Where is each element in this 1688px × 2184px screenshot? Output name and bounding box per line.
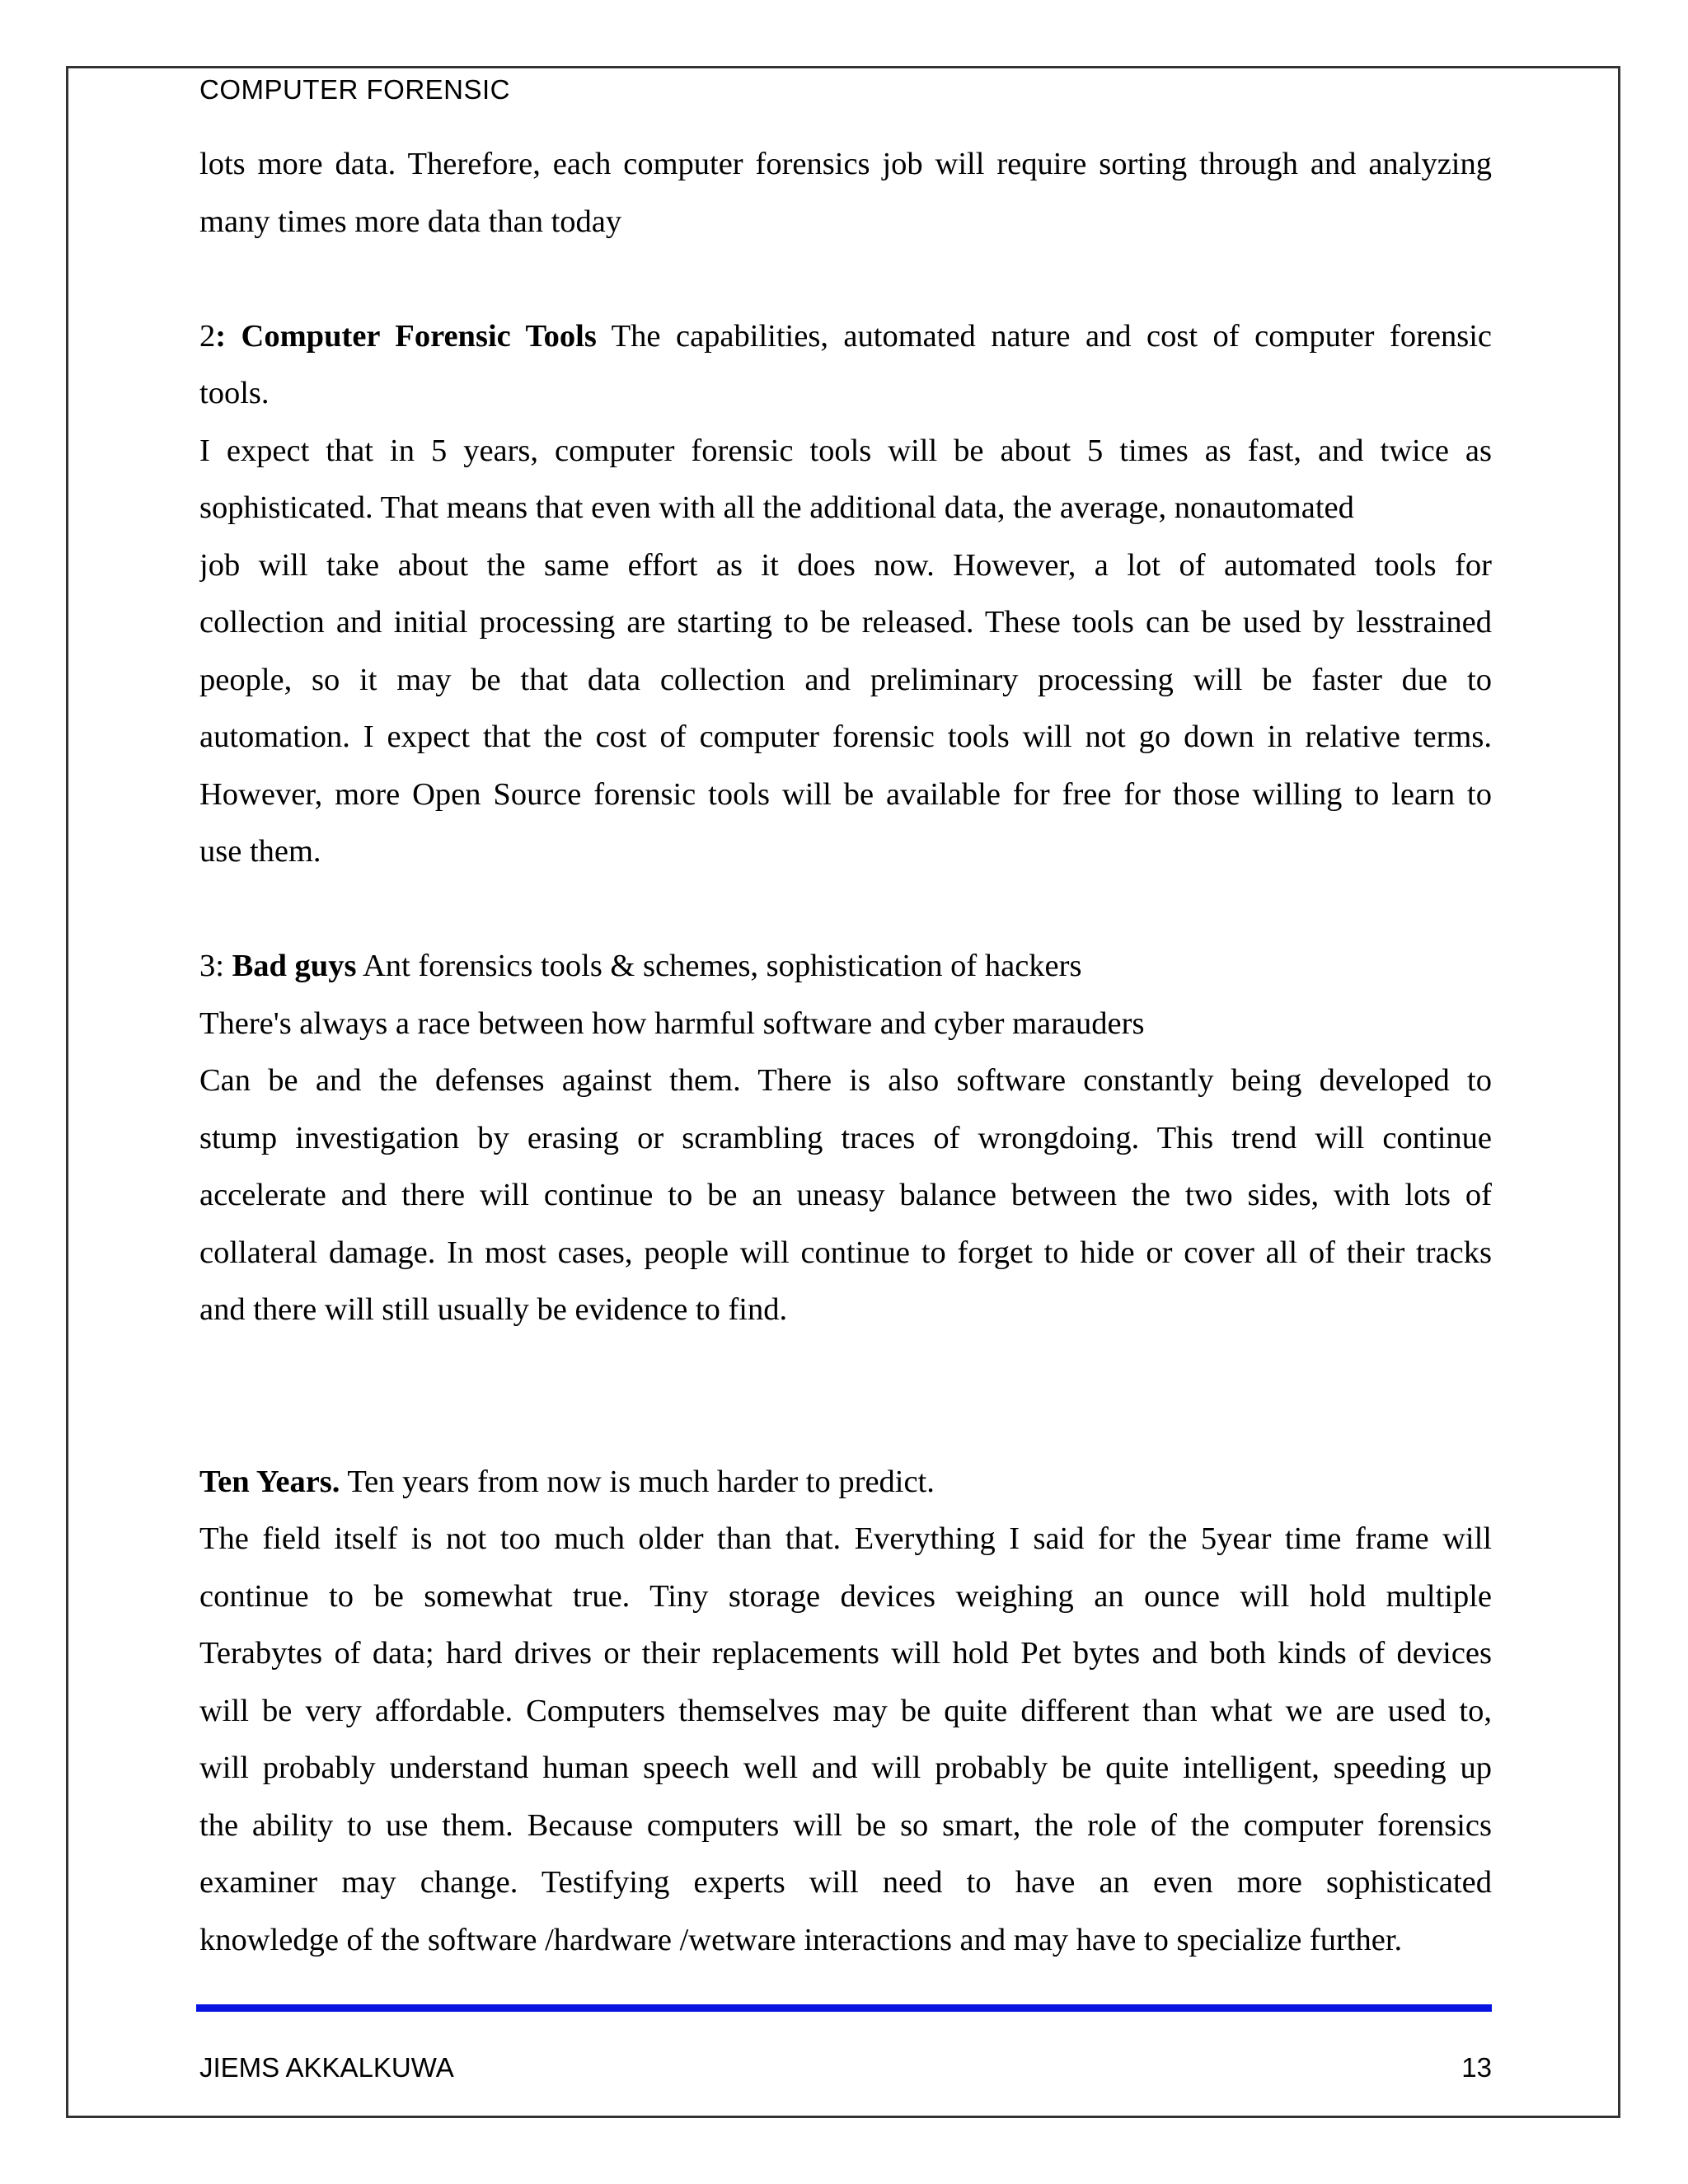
paragraph-line: Can be and the defenses against them. There is also software constantly being developed to — [199, 1063, 1492, 1098]
section-number: 3: — [199, 949, 232, 983]
paragraph-line: There's always a race between how harmful software and cyber marauders — [199, 1005, 1145, 1041]
section-heading-line — [199, 938, 1492, 996]
section-title: Bad guys — [232, 949, 357, 983]
paragraph-line: tools. — [199, 376, 270, 410]
paragraph-line: However, more Open Source forensic tools will be available for free for those willing to learn to — [199, 776, 1492, 812]
section-heading-line — [199, 1454, 1492, 1511]
page-body — [199, 136, 1492, 1969]
paragraph-line: lots more data. Therefore, each computer forensics job will require sorting through and analyzing — [199, 147, 1492, 181]
paragraph-line: collateral damage. In most cases, people will continue to forget to hide or cover all of their tracks — [199, 1235, 1492, 1270]
paragraph-line: stump investigation by erasing or scrambling traces of wrongdoing. This trend will continue — [199, 1120, 1492, 1155]
page-number: 13 — [1461, 2052, 1492, 2083]
paragraph-line: continue to be somewhat true. Tiny storage devices weighing an ounce will hold multiple — [199, 1578, 1492, 1614]
section-heading-line — [199, 308, 1492, 366]
section-title: Ten Years. — [199, 1464, 340, 1499]
paragraph-line: many times more data than today — [199, 204, 622, 239]
section-intro: The capabilities, automated nature and cost of computer forensic — [596, 318, 1492, 354]
running-header: COMPUTER FORENSIC — [199, 74, 511, 105]
paragraph-line: will probably understand human speech well and will probably be quite intelligent, speeding up — [199, 1750, 1492, 1785]
paragraph-line: knowledge of the software /hardware /wetware interactions and may have to specialize further. — [199, 1922, 1403, 1957]
paragraph-line: sophisticated. That means that even with all the additional data, the average, nonautomated — [199, 490, 1354, 525]
section-title: : Computer Forensic Tools — [215, 318, 597, 354]
paragraph-line: I expect that in 5 years, computer forensic tools will be about 5 times as fast, and twice as — [199, 433, 1492, 468]
paragraph-line: Terabytes of data; hard drives or their replacements will hold Pet bytes and both kinds of devices — [199, 1636, 1492, 1671]
paragraph-line: people, so it may be that data collection and preliminary processing will be faster due to — [199, 662, 1492, 697]
section-intro: Ten years from now is much harder to predict. — [340, 1464, 935, 1499]
paragraph-line: will be very affordable. Computers themselves may be quite different than what we are used to, — [199, 1693, 1492, 1728]
paragraph-line: and there will still usually be evidence to find. — [199, 1292, 788, 1327]
section-intro: Ant forensics tools & schemes, sophistication of hackers — [356, 949, 1082, 983]
paragraph-line: job will take about the same effort as it does now. However, a lot of automated tools for — [199, 547, 1492, 583]
paragraph-line: the ability to use them. Because computers will be so smart, the role of the computer forensics — [199, 1807, 1492, 1843]
footer-institution: JIEMS AKKALKUWA — [199, 2052, 454, 2083]
paragraph-line: automation. I expect that the cost of computer forensic tools will not go down in relative terms. — [199, 719, 1492, 754]
footer-rule — [196, 2004, 1492, 2012]
section-number: 2 — [199, 318, 216, 354]
paragraph-line: use them. — [199, 834, 321, 869]
paragraph-line: The field itself is not too much older than that. Everything I said for the 5year time frame will — [199, 1521, 1492, 1556]
paragraph-line: accelerate and there will continue to be an uneasy balance between the two sides, with lots of — [199, 1178, 1492, 1212]
paragraph-line: examiner may change. Testifying experts will need to have an even more sophisticated — [199, 1865, 1492, 1900]
paragraph-line: collection and initial processing are starting to be released. These tools can be used by lesstrained — [199, 605, 1492, 640]
